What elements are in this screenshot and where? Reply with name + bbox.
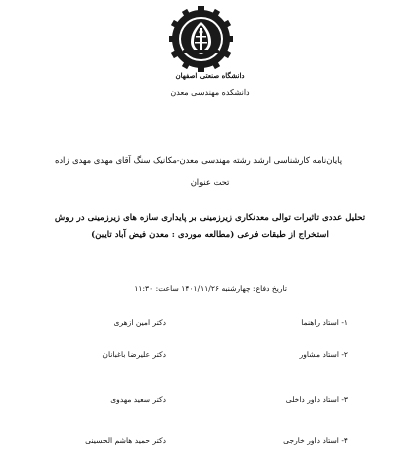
committee-member-supervisor: دکتر امین ازهری xyxy=(113,318,166,327)
university-name: دانشگاه صنعتی اصفهان xyxy=(175,71,245,80)
committee-member-external-examiner: دکتر حمید هاشم الحسینی xyxy=(85,436,166,445)
thesis-statement: پایان‌نامه کارشناسی ارشد رشته مهندسی معدن-مکانیک سنگ آقای مهدی مهدی زاده xyxy=(55,155,342,165)
under-title-label: تحت عنوان xyxy=(190,177,230,187)
committee-role-advisor: ۲- استاد مشاور xyxy=(299,350,348,359)
faculty-name: دانشکده مهندسی معدن xyxy=(170,88,250,97)
defense-date: تاریخ دفاع: چهارشنبه ۱۴۰۱/۱۱/۲۶ ساعت: ۱۱:۳۰ xyxy=(134,284,287,293)
committee-member-advisor: دکتر علیرضا باغبانان xyxy=(102,350,166,359)
committee-member-internal-examiner: دکتر سعید مهدوی xyxy=(110,395,166,404)
committee-role-supervisor: ۱- استاد راهنما xyxy=(301,318,348,327)
committee-role-external-examiner: ۴- استاد داور خارجی xyxy=(283,436,348,445)
thesis-title-line-2: استخراج از طبقات فرعی (مطالعه موردی : معدن فیض آباد تایبن) xyxy=(91,230,329,240)
committee-role-internal-examiner: ۳- استاد داور داخلی xyxy=(285,395,348,404)
thesis-title-line-1: تحلیل عددی تاثیرات توالی معدنکاری زیرزمینی بر پایداری سازه های زیرزمینی در روش xyxy=(54,213,366,223)
